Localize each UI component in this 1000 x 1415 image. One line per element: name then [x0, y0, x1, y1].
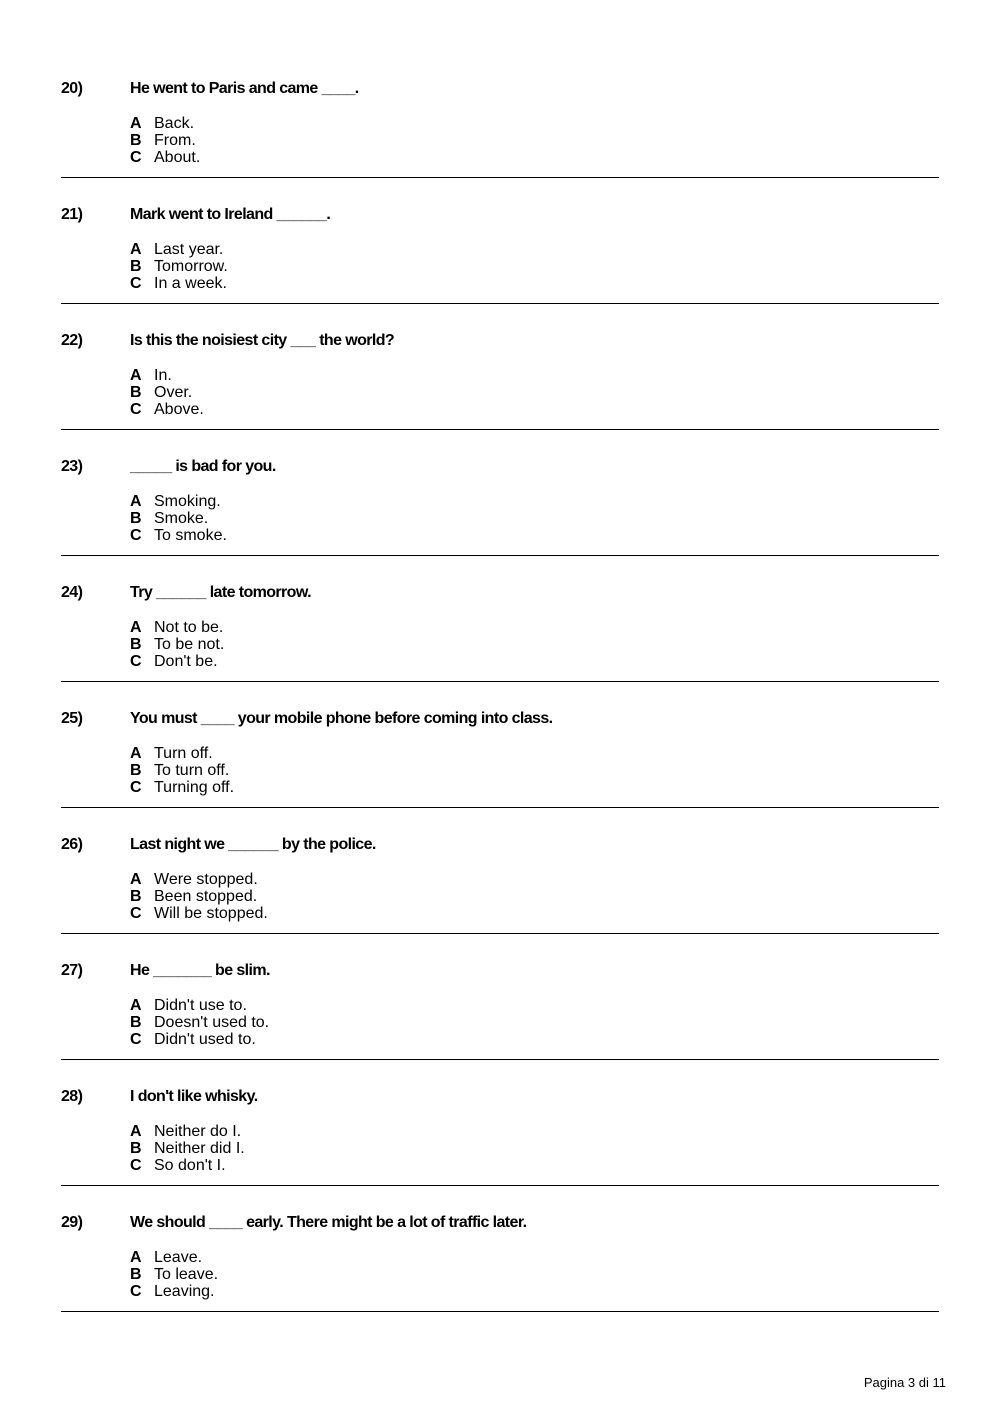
option-letter: A: [130, 1123, 142, 1140]
divider-line: [61, 1311, 939, 1312]
question-text: I don't like whisky.: [130, 1088, 258, 1105]
divider-line: [61, 681, 939, 682]
question-number: 29): [61, 1214, 83, 1231]
question-text: Try ______ late tomorrow.: [130, 584, 311, 601]
option-list: [130, 619, 224, 670]
option-text: Doesn't used to.: [154, 1014, 270, 1031]
option-a[interactable]: [130, 367, 204, 384]
option-a[interactable]: [130, 997, 269, 1014]
option-letter: C: [130, 905, 142, 922]
option-letter: B: [130, 132, 142, 149]
question-number: 22): [61, 332, 83, 349]
question-text: Is this the noisiest city ___ the world?: [130, 332, 395, 349]
option-list: [130, 493, 227, 544]
option-text: Didn't use to.: [154, 997, 247, 1014]
option-text: Leaving.: [154, 1283, 215, 1300]
question-text: _____ is bad for you.: [130, 458, 276, 475]
option-letter: B: [130, 888, 142, 905]
option-b[interactable]: [130, 132, 200, 149]
question-number: 20): [61, 80, 83, 97]
option-text: Neither did I.: [154, 1140, 245, 1157]
option-a[interactable]: [130, 619, 224, 636]
option-list: [130, 997, 269, 1048]
question-29: [61, 1213, 939, 1339]
option-letter: A: [130, 871, 142, 888]
option-a[interactable]: [130, 241, 228, 258]
option-letter: A: [130, 115, 142, 132]
option-text: To smoke.: [154, 527, 227, 544]
option-letter: A: [130, 745, 142, 762]
divider-line: [61, 177, 939, 178]
option-text: Neither do I.: [154, 1123, 242, 1140]
option-text: Turning off.: [154, 779, 235, 796]
option-letter: B: [130, 1266, 142, 1283]
question-text: We should ____ early. There might be a lot of traffic later.: [130, 1214, 527, 1231]
option-letter: B: [130, 1140, 142, 1157]
option-c[interactable]: [130, 149, 200, 166]
option-text: Last year.: [154, 241, 224, 258]
option-text: Smoking.: [154, 493, 221, 510]
option-letter: B: [130, 762, 142, 779]
option-text: Don't be.: [154, 653, 218, 670]
option-c[interactable]: [130, 905, 268, 922]
question-number: 21): [61, 206, 83, 223]
option-letter: B: [130, 258, 142, 275]
option-letter: B: [130, 510, 142, 527]
option-a[interactable]: [130, 1123, 245, 1140]
option-b[interactable]: [130, 510, 227, 527]
divider-line: [61, 429, 939, 430]
question-text: Last night we ______ by the police.: [130, 836, 376, 853]
option-c[interactable]: [130, 1283, 218, 1300]
divider-line: [61, 555, 939, 556]
option-letter: C: [130, 275, 142, 292]
option-text: Turn off.: [154, 745, 213, 762]
option-letter: B: [130, 1014, 142, 1031]
question-25: [61, 709, 939, 835]
option-b[interactable]: [130, 888, 268, 905]
question-text: Mark went to Ireland ______.: [130, 206, 331, 223]
option-text: In.: [154, 367, 172, 384]
question-number: 26): [61, 836, 83, 853]
option-letter: B: [130, 636, 142, 653]
option-text: Didn't used to.: [154, 1031, 256, 1048]
option-a[interactable]: [130, 493, 227, 510]
option-letter: C: [130, 401, 142, 418]
option-text: So don't I.: [154, 1157, 226, 1174]
option-text: To leave.: [154, 1266, 219, 1283]
divider-line: [61, 1185, 939, 1186]
option-letter: C: [130, 1031, 142, 1048]
option-letter: A: [130, 619, 142, 636]
question-number: 28): [61, 1088, 83, 1105]
divider-line: [61, 1059, 939, 1060]
option-list: [130, 115, 200, 166]
question-text: He went to Paris and came ____.: [130, 80, 359, 97]
divider-line: [61, 933, 939, 934]
option-text: About.: [154, 149, 201, 166]
question-28: [61, 1087, 939, 1213]
option-letter: A: [130, 1249, 142, 1266]
question-number: 25): [61, 710, 83, 727]
question-24: [61, 583, 939, 709]
divider-line: [61, 807, 939, 808]
option-b[interactable]: [130, 258, 228, 275]
option-text: Over.: [154, 384, 193, 401]
option-text: To be not.: [154, 636, 225, 653]
question-22: [61, 331, 939, 457]
option-text: Were stopped.: [154, 871, 258, 888]
option-c[interactable]: [130, 653, 224, 670]
option-text: From.: [154, 132, 196, 149]
option-letter: C: [130, 149, 142, 166]
question-27: [61, 961, 939, 1087]
option-list: [130, 745, 234, 796]
option-letter: C: [130, 1283, 142, 1300]
option-c[interactable]: [130, 779, 234, 796]
option-letter: A: [130, 493, 142, 510]
option-letter: A: [130, 241, 142, 258]
option-text: Been stopped.: [154, 888, 258, 905]
option-a[interactable]: [130, 1249, 218, 1266]
option-letter: A: [130, 997, 142, 1014]
question-26: [61, 835, 939, 961]
question-21: [61, 205, 939, 331]
option-c[interactable]: [130, 527, 227, 544]
option-list: [130, 871, 268, 922]
option-letter: A: [130, 367, 142, 384]
option-text: Leave.: [154, 1249, 203, 1266]
option-b[interactable]: [130, 762, 234, 779]
option-letter: C: [130, 653, 142, 670]
option-text: In a week.: [154, 275, 227, 292]
option-a[interactable]: [130, 115, 200, 132]
question-text: You must ____ your mobile phone before coming into class.: [130, 710, 553, 727]
question-number: 24): [61, 584, 83, 601]
option-text: Not to be.: [154, 619, 224, 636]
option-b[interactable]: [130, 1266, 218, 1283]
question-23: [61, 457, 939, 583]
question-number: 27): [61, 962, 83, 979]
option-text: Tomorrow.: [154, 258, 228, 275]
option-c[interactable]: [130, 1157, 245, 1174]
option-letter: C: [130, 1157, 142, 1174]
option-list: [130, 1249, 218, 1300]
option-b[interactable]: [130, 636, 224, 653]
option-letter: B: [130, 384, 142, 401]
divider-line: [61, 303, 939, 304]
option-text: Smoke.: [154, 510, 209, 527]
question-text: He _______ be slim.: [130, 962, 270, 979]
option-list: [130, 1123, 245, 1174]
option-text: Will be stopped.: [154, 905, 268, 922]
question-20: [61, 79, 939, 205]
option-b[interactable]: [130, 1140, 245, 1157]
option-letter: C: [130, 779, 142, 796]
option-c[interactable]: [130, 1031, 269, 1048]
option-list: [130, 367, 204, 418]
option-text: Back.: [154, 115, 195, 132]
option-text: Above.: [154, 401, 204, 418]
page-number: Pagina 3 di 11: [863, 1375, 946, 1390]
option-a[interactable]: [130, 745, 234, 762]
option-a[interactable]: [130, 871, 268, 888]
option-letter: C: [130, 527, 142, 544]
option-c[interactable]: [130, 275, 228, 292]
option-c[interactable]: [130, 401, 204, 418]
option-text: To turn off.: [154, 762, 230, 779]
option-b[interactable]: [130, 384, 204, 401]
option-list: [130, 241, 228, 292]
question-number: 23): [61, 458, 83, 475]
option-b[interactable]: [130, 1014, 269, 1031]
